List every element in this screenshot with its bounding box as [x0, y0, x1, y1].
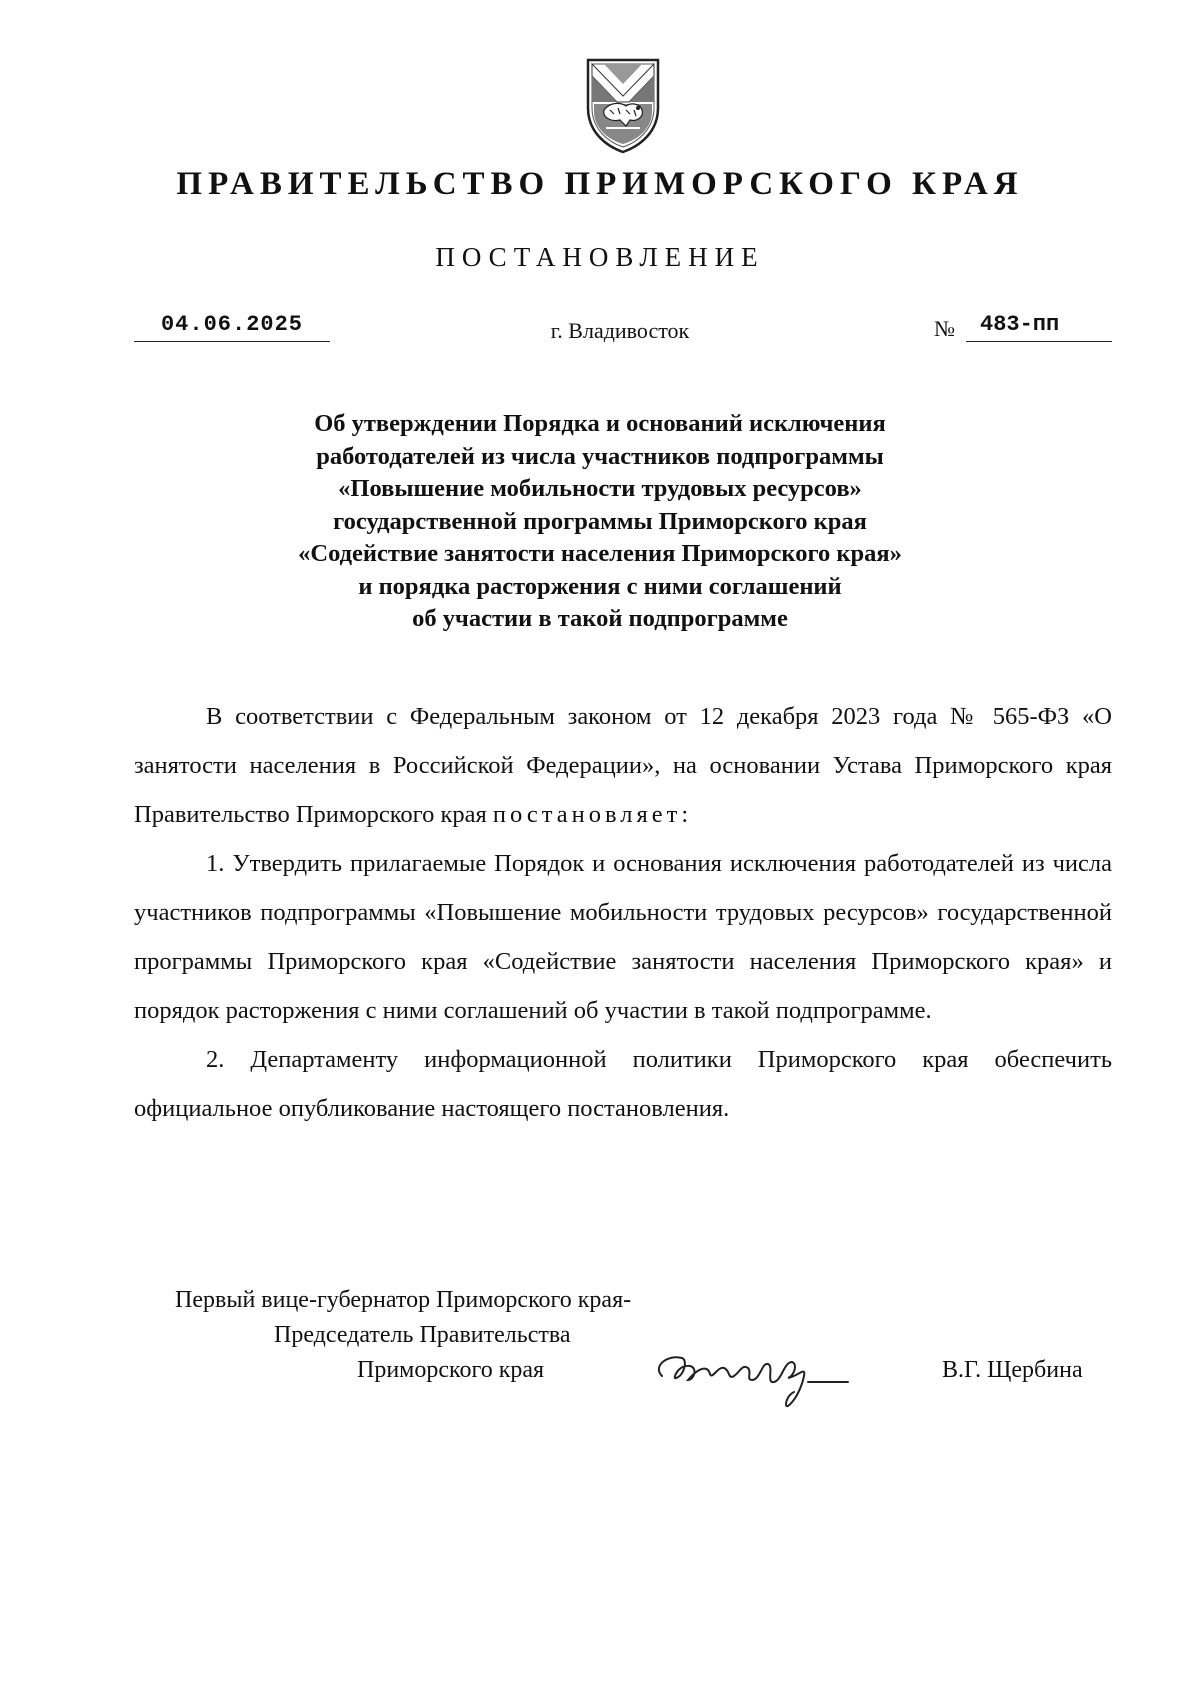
number-sign: № [934, 316, 955, 341]
heading-line: «Повышение мобильности трудовых ресурсов» [338, 475, 862, 502]
number-underline [966, 341, 1112, 342]
decree-word: постановляет: [492, 801, 693, 828]
heading-line: об участии в такой подпрограмме [412, 605, 788, 632]
document-heading [150, 408, 1050, 636]
handwritten-signature-icon [648, 1336, 888, 1416]
date-underline [134, 341, 330, 342]
document-number: 483-пп [980, 312, 1060, 337]
heading-line: государственной программы Приморского края [333, 507, 867, 535]
preamble-text: В соответствии с Федеральным законом от 12 декабря 2023 года № 565-ФЗ «О занятости населения в Российской Федерации», на основании Устава Приморского края Правительство Приморского края [134, 703, 1112, 828]
preamble-paragraph [134, 692, 1112, 839]
document-date: 04.06.2025 [160, 312, 304, 337]
signatory-title-line-2: Председатель Правительства [274, 1322, 571, 1348]
document-type: ПОСТАНОВЛЕНИЕ [435, 242, 765, 272]
item-1-paragraph: 1. Утвердить прилагаемые Порядок и основания исключения работодателей из числа участников подпрограммы «Повышение мобильности трудовых ресурсов» государственной программы Приморского края «Содействие занятости населения Приморского края» и порядок расторжения с ними соглашений об участии в такой подпрограмме. [134, 850, 1112, 1024]
heading-line: и порядка расторжения с ними соглашений [358, 572, 842, 600]
signatory-name: В.Г. Щербина [942, 1357, 1083, 1383]
signatory-title-line-3: Приморского края [357, 1357, 545, 1383]
heading-line: Об утверждении Порядка и оснований исключения [314, 410, 886, 437]
heading-line: «Содействие занятости населения Приморского края» [298, 540, 902, 567]
primorsky-coat-of-arms-icon [582, 56, 664, 154]
document-body [134, 692, 1112, 1133]
item-2-paragraph: 2. Департаменту информационной политики Приморского края обеспечить официальное опубликование настоящего постановления. [134, 1046, 1112, 1122]
document-city: г. Владивосток [550, 318, 690, 343]
government-title: ПРАВИТЕЛЬСТВО ПРИМОРСКОГО КРАЯ [176, 166, 1024, 202]
heading-line: работодателей из числа участников подпрограммы [316, 442, 884, 470]
signatory-title-line-1: Первый вице-губернатор Приморского края- [175, 1287, 632, 1313]
